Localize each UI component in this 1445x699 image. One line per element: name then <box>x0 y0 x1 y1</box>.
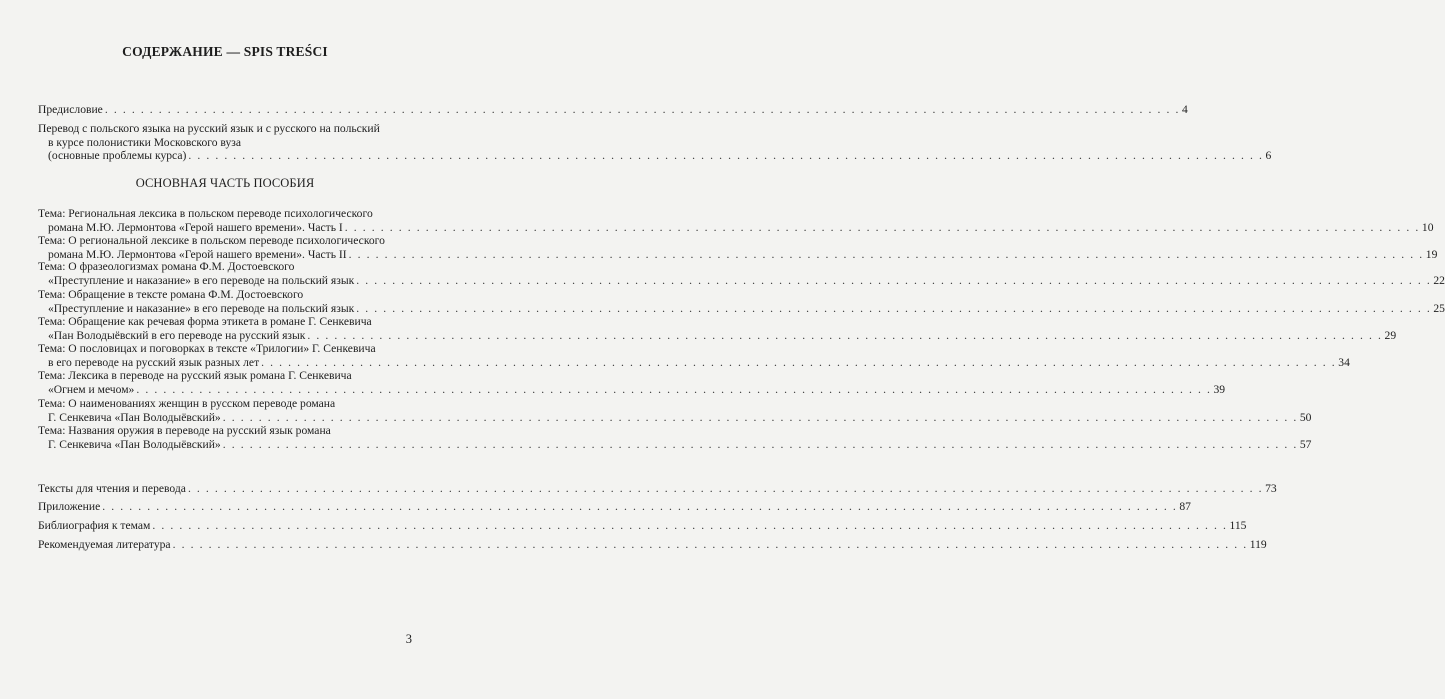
toc-entry <box>38 369 1226 396</box>
toc-entry-line: Рекомендуемая литература <box>38 538 171 551</box>
toc-entry-row <box>38 247 1438 262</box>
toc-leader-dots: . . . . . . . . . . . . . . . . . . . . . . . . . . . . . . . . . . . . . . . . . . . . . . . . . . . . . . . . . . . . . . . . . . . . . . . . . . . . . . . . . . . . . . . . . . . . . . . . . . . . . . . . . . . . . . . . . . . . . . . . <box>344 220 1420 234</box>
toc-page-number: 115 <box>1229 519 1247 532</box>
toc-leader-dots: . . . . . . . . . . . . . . . . . . . . . . . . . . . . . . . . . . . . . . . . . . . . . . . . . . . . . . . . . . . . . . . . . . . . . . . . . . . . . . . . . . . . . . . . . . . . . . . . . . . . . . . . . . . . . . . . . . . . . . . . <box>152 519 1228 532</box>
toc-entry-line: Предисловие <box>38 103 103 116</box>
toc-page-number: 34 <box>1338 355 1350 369</box>
page-number: 3 <box>405 632 412 646</box>
toc-leader-dots: . . . . . . . . . . . . . . . . . . . . . . . . . . . . . . . . . . . . . . . . . . . . . . . . . . . . . . . . . . . . . . . . . . . . . . . . . . . . . . . . . . . . . . . . . . . . . . . . . . . . . . . . . . . . . . . . . . . . . . . . <box>172 538 1248 551</box>
toc-leader-dots: . . . . . . . . . . . . . . . . . . . . . . . . . . . . . . . . . . . . . . . . . . . . . . . . . . . . . . . . . . . . . . . . . . . . . . . . . . . . . . . . . . . . . . . . . . . . . . . . . . . . . . . . . . . . . . . . . . . . . . . . <box>307 328 1383 342</box>
toc-entry-row <box>38 382 1226 397</box>
toc-entry-row <box>38 519 1247 533</box>
toc-entry-row <box>38 220 1434 235</box>
toc-entry-line: «Пан Володыёвский в его переводе на русский язык <box>48 328 306 342</box>
toc-entry-line: Г. Сенкевича «Пан Володыёвский» <box>48 410 221 424</box>
toc-entry-line: в его переводе на русский язык разных лет <box>48 355 260 369</box>
toc-page-number: 19 <box>1425 247 1438 261</box>
toc-entry <box>38 538 1267 552</box>
toc-entry-line: Г. Сенкевича «Пан Володыёвский» <box>48 437 221 451</box>
toc-leader-dots: . . . . . . . . . . . . . . . . . . . . . . . . . . . . . . . . . . . . . . . . . . . . . . . . . . . . . . . . . . . . . . . . . . . . . . . . . . . . . . . . . . . . . . . . . . . . . . . . . . . . . . . . . . . . . . . . . . . . . . . . <box>261 355 1337 369</box>
toc-entry <box>38 342 1350 369</box>
toc-leader-dots: . . . . . . . . . . . . . . . . . . . . . . . . . . . . . . . . . . . . . . . . . . . . . . . . . . . . . . . . . . . . . . . . . . . . . . . . . . . . . . . . . . . . . . . . . . . . . . . . . . . . . . . . . . . . . . . . . . . . . . . . <box>222 437 1298 451</box>
toc-entry-row <box>38 410 1312 425</box>
toc-entry <box>38 519 1247 533</box>
toc-entry-line: Тема: Региональная лексика в польском переводе психологического <box>38 207 373 220</box>
toc-leader-dots: . . . . . . . . . . . . . . . . . . . . . . . . . . . . . . . . . . . . . . . . . . . . . . . . . . . . . . . . . . . . . . . . . . . . . . . . . . . . . . . . . . . . . . . . . . . . . . . . . . . . . . . . . . . . . . . . . . . . . . . . <box>356 273 1432 287</box>
toc-entry-row <box>38 103 1188 117</box>
toc-page-number: 73 <box>1265 482 1277 495</box>
toc-leader-dots: . . . . . . . . . . . . . . . . . . . . . . . . . . . . . . . . . . . . . . . . . . . . . . . . . . . . . . . . . . . . . . . . . . . . . . . . . . . . . . . . . . . . . . . . . . . . . . . . . . . . . . . . . . . . . . . . . . . . . . . . <box>104 103 1180 116</box>
toc-entry <box>38 103 1188 117</box>
section-title: ОСНОВНАЯ ЧАСТЬ ПОСОБИЯ <box>135 176 315 190</box>
toc-entry <box>38 260 1445 287</box>
toc-entry-line: «Преступление и наказание» в его переводе на польский язык <box>48 273 355 287</box>
toc-entry-line: Тема: О региональной лексике в польском переводе психологического <box>38 234 385 247</box>
toc-leader-dots: . . . . . . . . . . . . . . . . . . . . . . . . . . . . . . . . . . . . . . . . . . . . . . . . . . . . . . . . . . . . . . . . . . . . . . . . . . . . . . . . . . . . . . . . . . . . . . . . . . . . . . . . . . . . . . . . . . . . . . . . <box>187 482 1264 495</box>
toc-entry-line: Тема: Обращение как речевая форма этикета в романе Г. Сенкевича <box>38 315 372 328</box>
toc-entry-line: Тема: Лексика в переводе на русский язык романа Г. Сенкевича <box>38 369 352 382</box>
toc-entry-line: «Преступление и наказание» в его переводе на польский язык <box>48 301 355 315</box>
toc-page-number: 50 <box>1299 410 1312 424</box>
toc-page-number: 22 <box>1433 273 1445 287</box>
toc-entry-row <box>38 538 1267 552</box>
toc-leader-dots: . . . . . . . . . . . . . . . . . . . . . . . . . . . . . . . . . . . . . . . . . . . . . . . . . . . . . . . . . . . . . . . . . . . . . . . . . . . . . . . . . . . . . . . . . . . . . . . . . . . . . . . . . . . . . . . . . . . . . . . . <box>188 149 1264 162</box>
toc-entry-line: Тема: О фразеологизмах романа Ф.М. Достоевского <box>38 260 295 273</box>
toc-entry-line: Тема: О наименованиях женщин в русском переводе романа <box>38 397 336 410</box>
toc-entry-line: Тема: Обращение в тексте романа Ф.М. Достоевского <box>38 288 304 301</box>
toc-page-number: 6 <box>1265 149 1272 162</box>
toc-page-number: 4 <box>1181 103 1188 116</box>
toc-leader-dots: . . . . . . . . . . . . . . . . . . . . . . . . . . . . . . . . . . . . . . . . . . . . . . . . . . . . . . . . . . . . . . . . . . . . . . . . . . . . . . . . . . . . . . . . . . . . . . . . . . . . . . . . . . . . . . . . . . . . . . . . <box>222 410 1298 424</box>
toc-entry <box>38 288 1445 315</box>
toc-entry-line: «Огнем и мечом» <box>48 382 135 396</box>
toc-entry-row <box>38 328 1397 343</box>
toc-entry-row <box>38 301 1445 316</box>
page-title: СОДЕРЖАНИЕ — SPIS TREŚCI <box>122 44 328 59</box>
toc-entry-line: романа М.Ю. Лермонтова «Герой нашего времени». Часть II <box>48 247 347 261</box>
toc-page-number: 57 <box>1299 437 1312 451</box>
toc-entry-line: Тема: Названия оружия в переводе на русский язык романа <box>38 424 331 437</box>
toc-entry <box>38 482 1277 496</box>
toc-entry-line: в курсе полонистики Московского вуза <box>48 135 242 149</box>
toc-page-number: 10 <box>1421 220 1434 234</box>
toc-entry <box>38 122 1272 163</box>
toc-entry-line: Библиография к темам <box>38 519 151 532</box>
toc-entry-row <box>38 500 1191 514</box>
toc-entry <box>38 315 1397 342</box>
toc-page-number: 87 <box>1179 500 1191 513</box>
toc-entry-row <box>38 482 1277 496</box>
toc-page-number: 29 <box>1384 328 1397 342</box>
toc-page-number: 39 <box>1213 382 1226 396</box>
toc-entry <box>38 207 1434 234</box>
toc-leader-dots: . . . . . . . . . . . . . . . . . . . . . . . . . . . . . . . . . . . . . . . . . . . . . . . . . . . . . . . . . . . . . . . . . . . . . . . . . . . . . . . . . . . . . . . . . . . . . . . . . . . . . . . . . . . . . . . . . . . . . . . . <box>356 301 1432 315</box>
toc-entry-line: (основные проблемы курса) <box>48 149 187 162</box>
toc-leader-dots: . . . . . . . . . . . . . . . . . . . . . . . . . . . . . . . . . . . . . . . . . . . . . . . . . . . . . . . . . . . . . . . . . . . . . . . . . . . . . . . . . . . . . . . . . . . . . . . . . . . . . . . . . . . . . . . . . . . . . . . . <box>136 382 1212 396</box>
toc-entry-row <box>38 437 1312 452</box>
toc-leader-dots: . . . . . . . . . . . . . . . . . . . . . . . . . . . . . . . . . . . . . . . . . . . . . . . . . . . . . . . . . . . . . . . . . . . . . . . . . . . . . . . . . . . . . . . . . . . . . . . . . . . . . . . . . . . . . . . . . . . . . . . . <box>348 247 1424 261</box>
toc-entry <box>38 500 1191 514</box>
toc-entry-row <box>38 149 1272 163</box>
toc-entry-line: Тема: О пословицах и поговорках в тексте «Трилогии» Г. Сенкевича <box>38 342 376 355</box>
toc-entry <box>38 424 1312 451</box>
toc-entry-line: романа М.Ю. Лермонтова «Герой нашего времени». Часть I <box>48 220 343 234</box>
toc-entry <box>38 397 1312 424</box>
toc-entry <box>38 234 1438 261</box>
toc-entry-row <box>38 355 1350 370</box>
toc-entry-line: Приложение <box>38 500 101 513</box>
toc-page-number: 119 <box>1249 538 1267 551</box>
toc-entry-line: Тексты для чтения и перевода <box>38 482 186 495</box>
toc-leader-dots: . . . . . . . . . . . . . . . . . . . . . . . . . . . . . . . . . . . . . . . . . . . . . . . . . . . . . . . . . . . . . . . . . . . . . . . . . . . . . . . . . . . . . . . . . . . . . . . . . . . . . . . . . . . . . . . . . . . . . . . . <box>102 500 1178 513</box>
toc-page-number: 25 <box>1433 301 1445 315</box>
toc-entry-row <box>38 273 1445 288</box>
toc-entry-line: Перевод с польского языка на русский язык и с русского на польский <box>38 122 380 135</box>
